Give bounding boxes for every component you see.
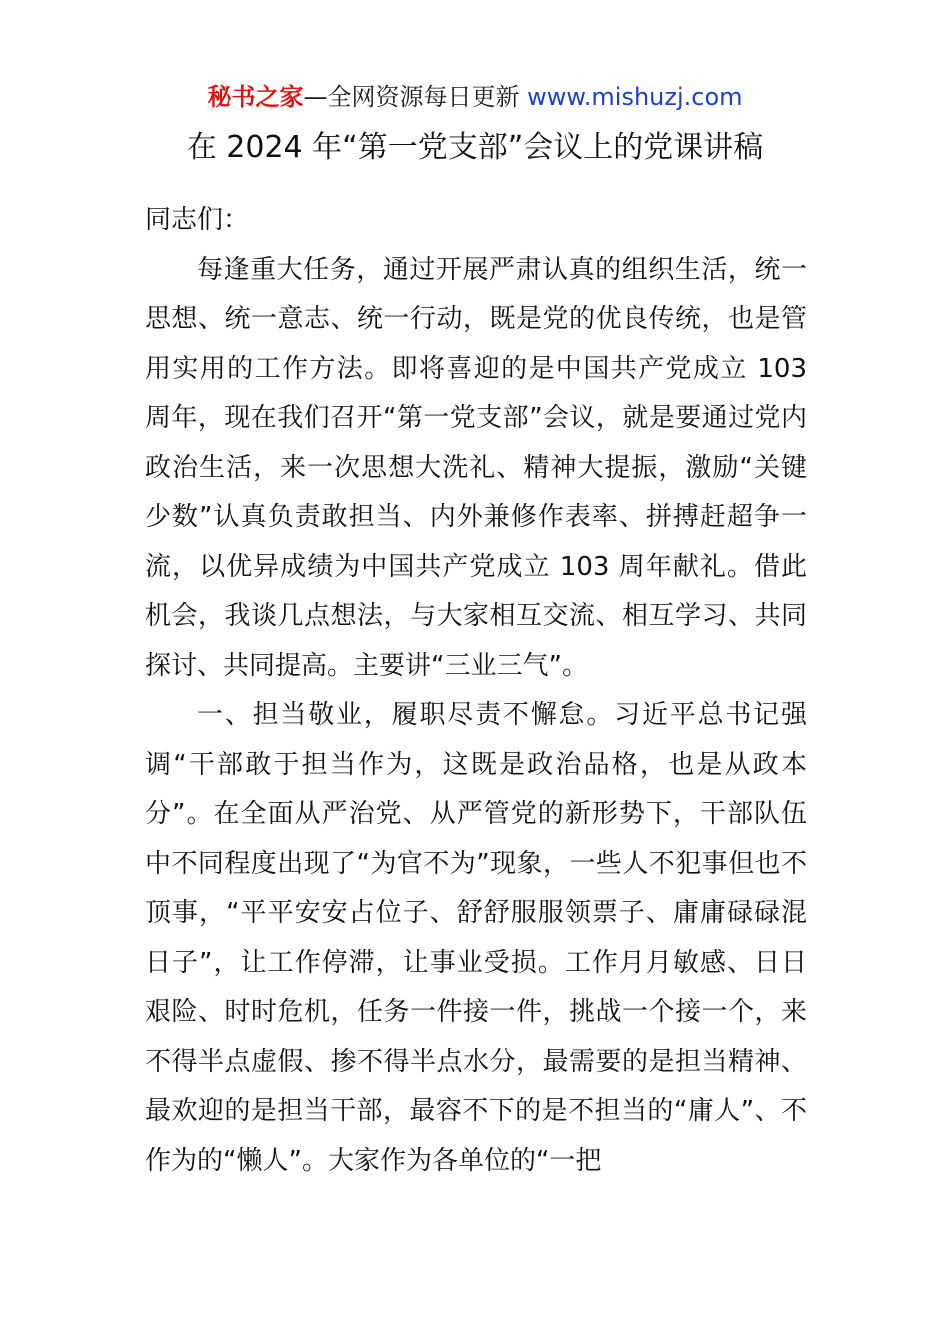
header-tagline: —全网资源每日更新 — [303, 83, 520, 111]
site-url-link[interactable]: www.mishuzj.com — [527, 83, 743, 111]
site-header — [0, 80, 950, 114]
document-title: 在 2024 年“第一党支部”会议上的党课讲稿 — [186, 130, 764, 165]
salutation: 同志们： — [145, 205, 250, 235]
paragraph-intro: 每逢重大任务，通过开展严肃认真的组织生活，统一思想、统一意志、统一行动，既是党的优良传统，也是管用实用的工作方法。即将喜迎的是中国共产党成立 103 周年，现在我们召开“第一党支部”会议，就是要通过党内政治生活，来一次思想大洗礼、精神大提振，激励“关键少数”认真负责敢担当、内外兼修作表率、拼搏赶超争一流，以优异成绩为中国共产党成立 103 周年献礼。借此机会，我谈几点想法，与大家相互交流、相互学习、共同探讨、共同提高。主要讲“三业三气”。 — [145, 254, 807, 681]
paragraph-section-one: 一、担当敬业，履职尽责不懈怠。习近平总书记强调“干部敢于担当作为，这既是政治品格，也是从政本分”。在全面从严治党、从严管党的新形势下，干部队伍中不同程度出现了“为官不为”现象，一些人不犯事但也不顶事，“平平安安占位子、舒舒服服领票子、庸庸碌碌混日子”，让工作停滞，让事业受损。工作月月敏感、日日艰险、时时危机，任务一件接一件，挑战一个接一个，来不得半点虚假、掺不得半点水分，最需要的是担当精神、最欢迎的是担当干部，最容不下的是不担当的“庸人”、不作为的“懒人”。大家作为各单位的“一把 — [145, 700, 807, 1176]
document-body — [145, 196, 807, 1186]
brand-name: 秘书之家 — [207, 83, 304, 111]
